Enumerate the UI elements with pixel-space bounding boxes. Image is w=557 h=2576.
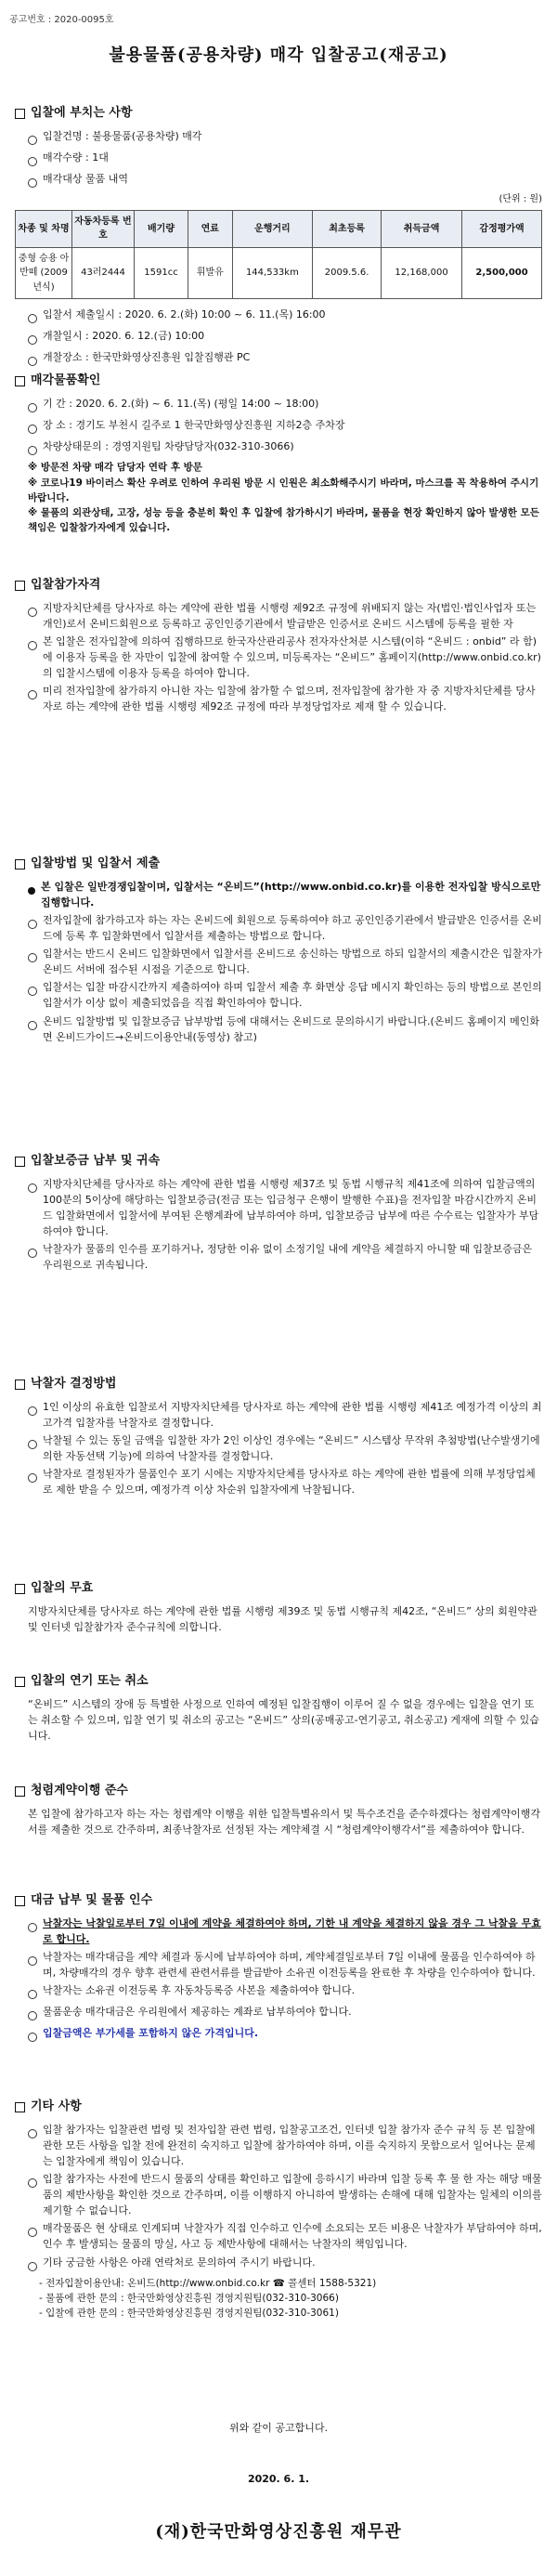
winner-item: 낙찰자로 결정된자가 물품인수 포기 시에는 지방자치단체를 당사자로 하는 계약에 관한 법률에 의해 부정당업체로 제한 받을 수 있으며, 예정가격 이상 차순위 입찰자에게 낙찰됩니다. <box>43 1468 536 1497</box>
bullet-circle-icon <box>28 2129 37 2138</box>
contact-line: - 입찰에 관한 문의 : 한국만화영상진흥원 경영지원팀(032-310-3061) <box>39 2308 339 2320</box>
inspection-item: 장 소 : 경기도 부천시 길주로 1 한국만화영상진흥원 지하2층 주차장 <box>43 419 345 432</box>
bullet-circle-icon <box>28 357 37 366</box>
bullet-circle-icon <box>28 178 37 188</box>
other-item: 매각물품은 현 상태로 인계되며 낙찰자가 직접 인수하고 인수에 소요되는 모든 비용은 낙찰자가 부담하여야 하며, 인수 후 발생되는 물품의 망실, 사고 등 제반사항에 대해서는 낙찰자의 책임입니다. <box>43 2222 542 2251</box>
other-item: 입찰 참가자는 사전에 반드시 물품의 상태를 확인하고 입찰에 응하시기 바라며 입찰 등록 후 물 한 자는 해당 매물품의 제반사항을 확인한 것으로 간주하며, 이를 이행하지 아니하여 발생하는 손해에 대해 입찰자는 일체의 이의를 제기할 수 없습니다. <box>43 2173 542 2217</box>
table-cell: 1591cc <box>135 247 188 299</box>
winner-item: 1인 이상의 유효한 입찰로서 지방자치단체를 당사자로 하는 계약에 관한 법률 시행령 제41조 예정가격 이상의 최고가격 입찰자를 낙찰자로 결정합니다. <box>43 1401 542 1430</box>
bid-item: 입찰건명 : 불용물품(공용차량) 매각 <box>43 130 202 143</box>
checkbox-square-icon <box>15 1896 25 1906</box>
section-heading: 대금 납부 및 물품 인수 <box>31 1893 153 1907</box>
table-header: 취득금액 <box>381 210 461 247</box>
section-heading: 매각물품확인 <box>31 373 101 387</box>
table-cell: 중형 승용 아반떼 (2009년식) <box>16 247 72 299</box>
inspection-item: 기 간 : 2020. 6. 2.(화) ~ 6. 11.(목) (평일 14:00 ~ 18:00) <box>43 398 319 411</box>
section-heading: 낙찰자 결정방법 <box>31 1377 117 1391</box>
table-cell: 43러2444 <box>72 247 135 299</box>
eligibility-item: 미리 전자입찰에 참가하지 아니한 자는 입찰에 참가할 수 없으며, 전자입찰에 참가한 자 중 지방자치단체를 당사자로 하는 계약에 관한 법률 시행령 제92조 규정에 따라 부정당업자로 제재 할 수 있습니다. <box>43 685 536 713</box>
bullet-circle-icon <box>28 1406 37 1416</box>
section-heading: 입찰의 무효 <box>31 1581 94 1595</box>
bullet-circle-icon <box>28 2033 37 2042</box>
issuer-name: (재)한국만화영상진흥원 재무관 <box>155 2522 402 2542</box>
section-bid-items <box>15 104 542 371</box>
payment-item: 낙찰자는 낙찰일로부터 7일 이내에 계약을 체결하여야 하며, 기한 내 계약을 체결하지 않을 경우 그 낙찰을 무효로 합니다. <box>43 1917 541 1946</box>
section-payment <box>15 1891 542 2046</box>
checkbox-square-icon <box>15 1157 25 1167</box>
table-row <box>16 247 542 299</box>
bullet-circle-icon <box>28 136 37 145</box>
bullet-circle-icon <box>28 403 37 412</box>
contact-line: - 물품에 관한 문의 : 한국만화영상진흥원 경영지원팀(032-310-3066) <box>39 2292 339 2304</box>
notice-number: 공고번호 : 2020-0095호 <box>9 15 114 25</box>
bullet-circle-icon <box>28 2262 37 2271</box>
section-postpone-cancel <box>15 1672 542 1744</box>
section-heading: 기타 사항 <box>31 2099 82 2113</box>
section-heading: 입찰방법 및 입찰서 제출 <box>31 856 161 870</box>
deposit-item: 낙찰자가 물품의 인수를 포기하거나, 정당한 이유 없이 소정기일 내에 계약을 체결하지 아니할 때 입찰보증금은 우리원으로 귀속됩니다. <box>43 1243 533 1272</box>
checkbox-square-icon <box>15 376 25 386</box>
bullet-circle-icon <box>28 920 37 929</box>
bullet-circle-icon <box>28 335 37 345</box>
section-heading: 입찰참가자격 <box>31 578 101 592</box>
bullet-circle-icon <box>28 1249 37 1258</box>
bullet-circle-icon <box>28 1923 37 1932</box>
contact-line: - 전자입찰이용안내: 온비드(http://www.onbid.co.kr ☎ 콜센터 1588-5321) <box>39 2277 377 2289</box>
eligibility-item: 지방자치단체를 당사자로 하는 계약에 관한 법률 시행령 제92조 규정에 위배되지 않는 자(법인·법인사업자 또는 개인)로서 온비드회원으로 등록하고 공인인증기관에서 발급받은 인증서로 온비드 시스템에 등록을 필한 자 <box>43 602 537 631</box>
bid-item: 매각대상 물품 내역 <box>43 173 129 186</box>
payment-item: 낙찰자는 매각대금을 계약 체결과 동시에 납부하여야 하며, 계약체결일로부터 7일 이내에 물품을 인수하여야 하며, 차량매각의 경우 향후 관련세 관련서류를 발급받아 소유권 이전등록을 완료한 후 차량을 인수하여야 합니다. <box>43 1951 536 1980</box>
section-other <box>15 2098 542 2321</box>
table-header: 운행거리 <box>232 210 313 247</box>
inspection-note: ※ 방문전 차량 매각 담당자 연락 후 방문 <box>28 462 202 474</box>
bullet-circle-icon <box>28 1183 37 1193</box>
bullet-dot-icon <box>28 887 35 895</box>
other-item: 입찰 참가자는 입찰관련 법령 및 전자입찰 관련 법령, 입찰공고조건, 인터넷 입찰 참가자 준수 규칙 등 본 입찰에 관한 모든 사항을 입찰 전에 완전히 숙지하고 입찰에 참가하여야 하며, 이를 숙지하지 못함으로서 일어나는 문제는 입찰자에게 책임이 있습니다. <box>43 2124 536 2168</box>
section-eligibility <box>15 576 542 716</box>
bullet-circle-icon <box>28 690 37 700</box>
other-item: 기타 궁금한 사항은 아래 연락처로 문의하여 주시기 바랍니다. <box>43 2256 316 2269</box>
unit-label: (단위 : 원) <box>499 194 542 205</box>
table-cell-appraisal: 2,500,000 <box>462 247 542 299</box>
deposit-item: 지방자치단체를 당사자로 하는 계약에 관한 법률 시행령 제37조 및 동법 시행규칙 제41조에 의하여 입찰금액의 100분의 5이상에 해당하는 입찰보증금(전금 또는 입금청구 은행이 발행한 수표)을 전자입찰 마감시간까지 온비드 입찰화면에서 입찰서에 부여된 은행계좌에 납부하여야 하며, 입찰보증금 납부에 따른 수수료는 입찰자가 부담하여야 합니다. <box>43 1178 539 1238</box>
table-header: 차종 및 차명 <box>16 210 72 247</box>
bullet-circle-icon <box>28 1990 37 1999</box>
table-cell: 12,168,000 <box>381 247 461 299</box>
checkbox-square-icon <box>15 1786 25 1797</box>
bid-method-item: 전자입찰에 참가하고자 하는 자는 온비드에 회원으로 등록하여야 하고 공인인증기관에서 발급받은 인증서를 온비드에 등록 후 입찰화면에서 입찰서를 제출하는 방법으로 합니다. <box>43 914 542 943</box>
bullet-circle-icon <box>28 987 37 996</box>
winner-item: 낙찰될 수 있는 동일 금액을 입찰한 자가 2인 이상인 경우에는 “온비드” 시스템상 무작위 추첨방법(난수발생기에 의한 자동선택 기능)에 의하여 낙찰자를 결정합니다. <box>43 1434 540 1463</box>
table-header: 연료 <box>188 210 233 247</box>
checkbox-square-icon <box>15 859 25 870</box>
bullet-circle-icon <box>28 314 37 323</box>
checkbox-square-icon <box>15 581 25 591</box>
checkbox-square-icon <box>15 109 25 119</box>
bullet-circle-icon <box>28 1021 37 1030</box>
checkbox-square-icon <box>15 2102 25 2112</box>
vehicle-table <box>15 210 542 300</box>
notice-date: 2020. 6. 1. <box>247 2473 310 2485</box>
inspection-note: ※ 코로나19 바이러스 확산 우려로 인하여 우리원 방문 시 인원은 최소화해주시기 바라며, 마스크를 꼭 착용하여 주시기 바랍니다. <box>28 477 539 503</box>
section-heading: 입찰에 부치는 사항 <box>31 106 133 120</box>
bullet-circle-icon <box>28 2011 37 2020</box>
inspection-note: ※ 물품의 외관상태, 고장, 성능 등을 충분히 확인 후 입찰에 참가하시기 바라며, 물품을 현장 확인하지 않아 발생한 모든 책임은 입찰참가자에게 있습니다. <box>28 507 539 534</box>
bid-method-item: 입찰서는 반드시 온비드 입찰화면에서 입찰서를 온비드로 송신하는 방법으로 하되 입찰서의 제출시간은 입찰자가 온비드 서버에 접수된 시점을 기준으로 합니다. <box>43 948 542 976</box>
integrity-text: 본 입찰에 참가하고자 하는 자는 청렴계약 이행을 위한 입찰특별유의서 및 특수조건을 준수하겠다는 청렴계약이행각서를 제출한 것으로 간주하며, 최종낙찰자로 선정된 자는 계약체결 시 “청렴계약이행각서”를 제출하여야 합니다. <box>28 1808 541 1837</box>
table-header: 감정평가액 <box>462 210 542 247</box>
section-heading: 입찰의 연기 또는 취소 <box>31 1674 149 1688</box>
payment-item: 낙찰자는 소유권 이전등록 후 자동차등록증 사본을 제출하여야 합니다. <box>43 1984 356 1997</box>
table-header: 배기량 <box>135 210 188 247</box>
eligibility-item: 본 입찰은 전자입찰에 의하여 집행하므로 한국자산관리공사 전자자산처분 시스템(이하 “온비드 : onbid” 라 함)에 이용자 등록을 한 자만이 입찰에 참여할 수 있으며, 미등록자는 “온비드” 홈페이지(http://www.onbid.co.kr)의 입찰시스템에 이용자 등록을 하여야 합니다. <box>43 635 541 680</box>
invalid-bid-text: 지방자치단체를 당사자로 하는 계약에 관한 법률 시행령 제39조 및 동법 시행규칙 제42조, “온비드” 상의 회원약관 및 인터넷 입찰참가자 준수규칙에 의합니다. <box>28 1605 538 1634</box>
table-cell: 휘발유 <box>188 247 233 299</box>
section-winner-selection <box>15 1375 542 1499</box>
postpone-text: “온비드” 시스템의 장애 등 특별한 사정으로 인하여 예정된 입찰집행이 이루어 질 수 없을 경우에는 입찰을 연기 또는 취소할 수 있으며, 입찰 연기 및 취소의 공고는 “온비드” 상의(공매공고-연기공고, 취소공고) 게재에 의할 수 있습니다. <box>28 1698 539 1743</box>
section-heading: 청렴계약이행 준수 <box>31 1784 128 1798</box>
table-cell: 144,533km <box>232 247 313 299</box>
bid-schedule-item: 개찰장소 : 한국만화영상진흥원 입찰집행관 PC <box>43 351 251 364</box>
bid-schedule-item: 개찰일시 : 2020. 6. 12.(금) 10:00 <box>43 330 205 343</box>
checkbox-square-icon <box>15 1677 25 1687</box>
bullet-circle-icon <box>28 425 37 434</box>
closing-text: 위와 같이 공고합니다. <box>228 2422 329 2434</box>
bullet-circle-icon <box>28 608 37 617</box>
bullet-circle-icon <box>28 2178 37 2188</box>
payment-item: 입찰금액은 부가세를 포함하지 않은 가격입니다. <box>43 2027 259 2040</box>
bullet-circle-icon <box>28 157 37 166</box>
bid-schedule-item: 입찰서 제출일시 : 2020. 6. 2.(화) 10:00 ~ 6. 11.(목) 16:00 <box>43 308 326 321</box>
bid-method-item: 입찰서는 입찰 마감시간까지 제출하여야 하며 입찰서 제출 후 화면상 응답 메시지 확인하는 등의 방법으로 본인의 입찰서가 이상 없이 제출되었음을 직접 확인하여야 합니다. <box>43 981 542 1010</box>
section-item-inspection <box>15 372 542 536</box>
table-header-row <box>16 210 542 247</box>
bid-method-item: 본 입찰은 일반경쟁입찰이며, 입찰서는 “온비드”(http://www.onbid.co.kr)를 이용한 전자입찰 방식으로만 집행합니다. <box>41 881 541 909</box>
table-cell: 2009.5.6. <box>313 247 382 299</box>
bullet-circle-icon <box>28 953 37 962</box>
bullet-circle-icon <box>28 446 37 455</box>
table-header: 자동차등록 번 호 <box>72 210 135 247</box>
bullet-circle-icon <box>28 641 37 650</box>
bullet-circle-icon <box>28 1956 37 1966</box>
checkbox-square-icon <box>15 1380 25 1390</box>
bullet-circle-icon <box>28 1440 37 1449</box>
section-deposit <box>15 1152 542 1275</box>
payment-item: 물품운송 매각대금은 우리원에서 제공하는 계좌로 납부하여야 합니다. <box>43 2006 352 2019</box>
inspection-item: 차량상태문의 : 경영지원팀 차량담당자(032-310-3066) <box>43 440 294 453</box>
section-bid-method <box>15 855 542 1047</box>
section-heading: 입찰보증금 납부 및 귀속 <box>31 1154 161 1168</box>
page-title: 불용물품(공용차량) 매각 입찰공고(재공고) <box>109 46 448 65</box>
checkbox-square-icon <box>15 1584 25 1594</box>
bullet-circle-icon <box>28 2228 37 2237</box>
section-integrity <box>15 1782 542 1837</box>
bullet-circle-icon <box>28 1473 37 1483</box>
bid-item: 매각수량 : 1대 <box>43 151 109 164</box>
section-invalid-bid <box>15 1579 542 1635</box>
bid-method-item: 온비드 입찰방법 및 입찰보증금 납부방법 등에 대해서는 온비드로 문의하시기 바랍니다.(온비드 홈페이지 메인화면 온비드가이드→온비드이용안내(동영상) 참고) <box>43 1014 540 1043</box>
table-header: 최초등록 <box>313 210 382 247</box>
